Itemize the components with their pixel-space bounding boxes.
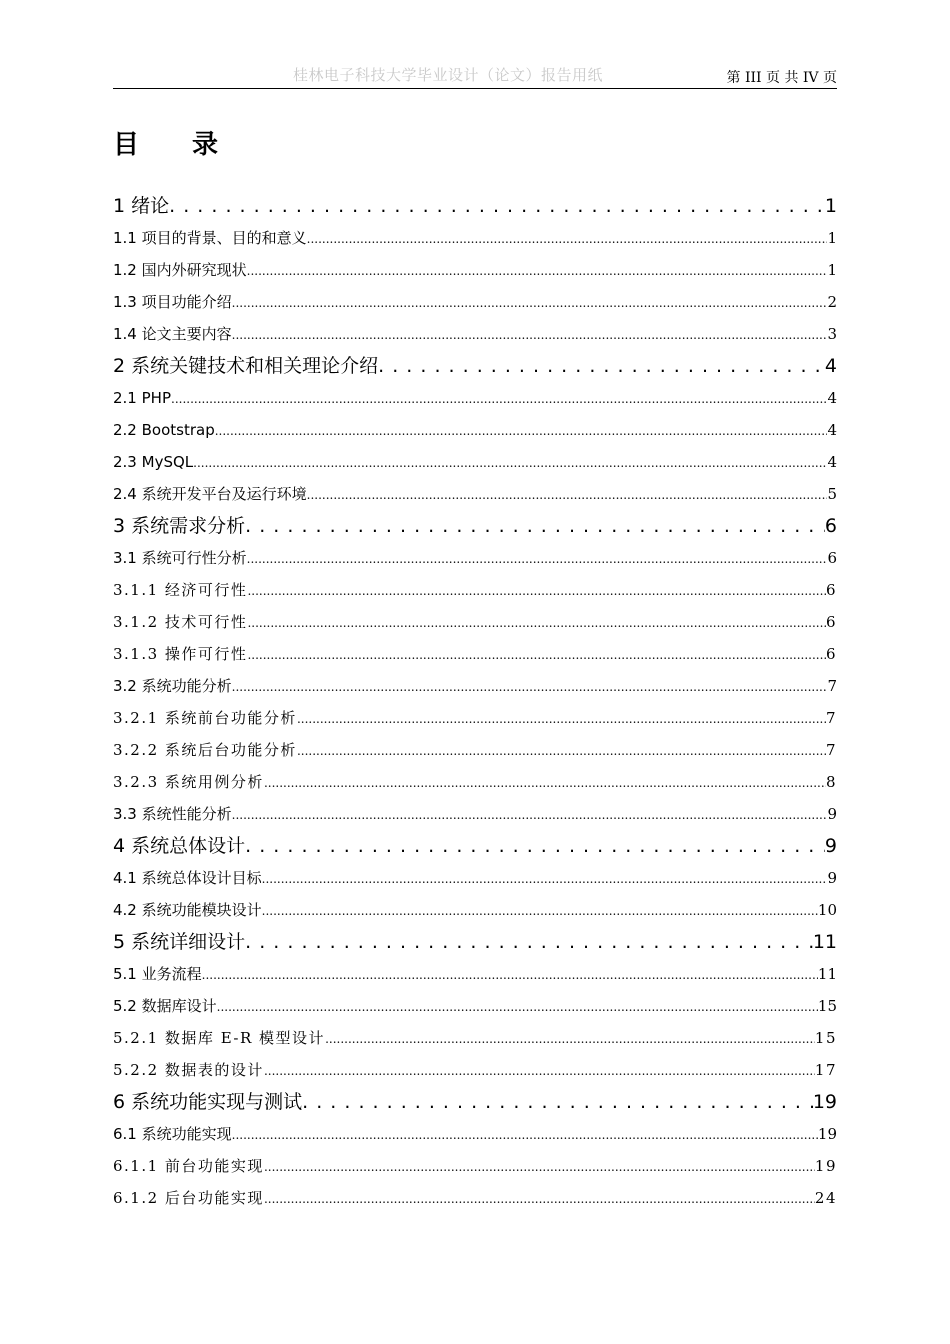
toc-entry-label: 5.2 数据库设计 [113, 997, 217, 1015]
toc-entry[interactable] [113, 1182, 837, 1214]
toc-leader-dots [245, 830, 825, 862]
toc-entry[interactable] [113, 1054, 837, 1086]
toc-entry-page: 7 [825, 741, 837, 759]
toc-leader-dots [307, 478, 828, 511]
toc-entry-page: 1 [827, 261, 837, 279]
toc-leader-dots [247, 254, 828, 287]
toc-entry-label: 4 系统总体设计 [113, 835, 246, 857]
toc-entry-label: 3.2.1 系统前台功能分析 [113, 709, 297, 727]
toc-entry-page: 11 [812, 931, 837, 953]
toc-entry-label: 3 系统需求分析 [113, 515, 246, 537]
toc-entry-label: 5.2.1 数据库 E-R 模型设计 [113, 1029, 326, 1047]
toc-entry[interactable] [113, 574, 837, 606]
toc-entry-page: 11 [817, 965, 837, 983]
toc-leader-dots [245, 510, 825, 542]
toc-leader-dots [217, 990, 818, 1023]
toc-entry-page: 6 [825, 645, 837, 663]
toc-entry[interactable] [113, 734, 837, 766]
toc-leader-dots [215, 414, 828, 447]
toc-entry[interactable] [113, 350, 837, 382]
toc-entry[interactable] [113, 894, 837, 926]
toc-entry[interactable] [113, 222, 837, 254]
toc-leader-dots [169, 190, 825, 222]
toc-entry-label: 2.4 系统开发平台及运行环境 [113, 485, 307, 503]
toc-entry-label: 1.4 论文主要内容 [113, 325, 232, 343]
toc-entry[interactable] [113, 286, 837, 318]
toc-leader-dots [378, 350, 825, 382]
toc-leader-dots [232, 318, 828, 351]
toc-entry-label: 3.3 系统性能分析 [113, 805, 232, 823]
toc-leader-dots [264, 1150, 815, 1183]
toc-leader-dots [325, 1022, 815, 1055]
toc-entry[interactable] [113, 702, 837, 734]
toc-leader-dots [264, 766, 826, 799]
toc-entry[interactable] [113, 990, 837, 1022]
toc-leader-dots [264, 1182, 815, 1215]
toc-leader-dots [247, 638, 826, 671]
toc-entry-page: 4 [827, 389, 837, 407]
header-page-info: 第 III 页 共 IV 页 [726, 70, 837, 86]
toc-entry-page: 17 [814, 1061, 837, 1079]
toc-leader-dots [262, 894, 818, 927]
toc-entry[interactable] [113, 1150, 837, 1182]
toc-entry[interactable] [113, 926, 837, 958]
toc-entry-label: 2.1 PHP [113, 389, 171, 407]
toc-leader-dots [247, 542, 828, 575]
toc-entry-label: 4.1 系统总体设计目标 [113, 869, 262, 887]
toc-entry-page: 6 [825, 581, 837, 599]
toc-entry-label: 3.2.2 系统后台功能分析 [113, 741, 297, 759]
toc-entry-label: 3.2.3 系统用例分析 [113, 773, 264, 791]
toc-entry[interactable] [113, 382, 837, 414]
toc-entry-page: 10 [817, 901, 837, 919]
toc-heading: 目 录 [113, 130, 241, 160]
toc-entry-page: 7 [827, 677, 837, 695]
toc-entry-page: 9 [824, 835, 837, 857]
toc-entry-label: 4.2 系统功能模块设计 [113, 901, 262, 919]
toc-entry-page: 19 [814, 1157, 837, 1175]
toc-leader-dots [245, 926, 813, 958]
toc-entry-label: 5.1 业务流程 [113, 965, 202, 983]
toc-entry-label: 2.3 MySQL [113, 453, 194, 471]
toc-entry-label: 1.2 国内外研究现状 [113, 261, 247, 279]
toc-entry-label: 2 系统关键技术和相关理论介绍 [113, 355, 379, 377]
toc-entry[interactable] [113, 478, 837, 510]
toc-entry[interactable] [113, 958, 837, 990]
toc-entry-page: 9 [827, 869, 837, 887]
toc-entry-label: 3.2 系统功能分析 [113, 677, 232, 695]
toc-entry-page: 4 [827, 453, 837, 471]
toc-entry[interactable] [113, 1118, 837, 1150]
toc-entry-page: 7 [825, 709, 837, 727]
toc-entry[interactable] [113, 670, 837, 702]
toc-entry-label: 1 绪论 [113, 195, 170, 217]
toc-entry-page: 6 [824, 515, 837, 537]
toc-entry-page: 4 [827, 421, 837, 439]
toc-entry-label: 5 系统详细设计 [113, 931, 246, 953]
toc-leader-dots [302, 1086, 813, 1118]
toc-entry-label: 2.2 Bootstrap [113, 421, 215, 439]
toc-entry[interactable] [113, 606, 837, 638]
toc-entry-page: 19 [817, 1125, 837, 1143]
toc-entry-page: 15 [817, 997, 837, 1015]
toc-entry-label: 6.1.2 后台功能实现 [113, 1189, 264, 1207]
toc-entry[interactable] [113, 190, 837, 222]
toc-entry[interactable] [113, 830, 837, 862]
toc-leader-dots [247, 574, 826, 607]
toc-entry-page: 1 [824, 195, 837, 217]
toc-leader-dots [232, 798, 828, 831]
toc-entry-label: 6 系统功能实现与测试 [113, 1091, 303, 1113]
toc-entry-page: 8 [825, 773, 837, 791]
toc-leader-dots [232, 670, 828, 703]
toc-leader-dots [202, 958, 818, 991]
toc-leader-dots [171, 382, 827, 415]
toc-entry[interactable] [113, 254, 837, 286]
toc-leader-dots [193, 446, 827, 479]
toc-entry-label: 6.1.1 前台功能实现 [113, 1157, 264, 1175]
toc-entry[interactable] [113, 1086, 837, 1118]
toc-entry-page: 3 [827, 325, 837, 343]
toc-entry-page: 15 [814, 1029, 837, 1047]
toc-entry-page: 4 [824, 355, 837, 377]
toc-entry[interactable] [113, 1022, 837, 1054]
toc-entry-label: 3.1.2 技术可行性 [113, 613, 248, 631]
page-header [113, 62, 837, 89]
toc-entry[interactable] [113, 798, 837, 830]
toc-entry[interactable] [113, 638, 837, 670]
toc-entry-label: 6.1 系统功能实现 [113, 1125, 232, 1143]
toc-entry[interactable] [113, 862, 837, 894]
toc-entry-page: 1 [827, 229, 837, 247]
toc-leader-dots [264, 1054, 815, 1087]
toc-entry-label: 3.1.1 经济可行性 [113, 581, 248, 599]
toc-entry-page: 2 [827, 293, 837, 311]
toc-entry[interactable] [113, 414, 837, 446]
toc-leader-dots [232, 286, 828, 319]
toc-leader-dots [262, 862, 828, 895]
toc-entry[interactable] [113, 510, 837, 542]
toc-leader-dots [297, 702, 826, 735]
toc-leader-dots [307, 222, 828, 255]
toc-entry-page: 6 [827, 549, 837, 567]
toc-entry[interactable] [113, 446, 837, 478]
toc-entry-page: 19 [812, 1091, 837, 1113]
toc-leader-dots [232, 1118, 818, 1151]
toc-entry[interactable] [113, 542, 837, 574]
toc-entry[interactable] [113, 766, 837, 798]
toc-entry-label: 1.3 项目功能介绍 [113, 293, 232, 311]
table-of-contents [113, 190, 837, 1214]
toc-entry[interactable] [113, 318, 837, 350]
header-title: 桂林电子科技大学毕业设计（论文）报告用纸 [293, 66, 604, 84]
toc-entry-label: 5.2.2 数据表的设计 [113, 1061, 264, 1079]
toc-entry-page: 24 [814, 1189, 837, 1207]
toc-entry-page: 5 [827, 485, 837, 503]
toc-entry-label: 3.1.3 操作可行性 [113, 645, 248, 663]
toc-entry-label: 1.1 项目的背景、目的和意义 [113, 229, 307, 247]
toc-entry-page: 6 [825, 613, 837, 631]
toc-entry-label: 3.1 系统可行性分析 [113, 549, 247, 567]
toc-leader-dots [247, 606, 826, 639]
toc-leader-dots [297, 734, 826, 767]
toc-entry-page: 9 [827, 805, 837, 823]
